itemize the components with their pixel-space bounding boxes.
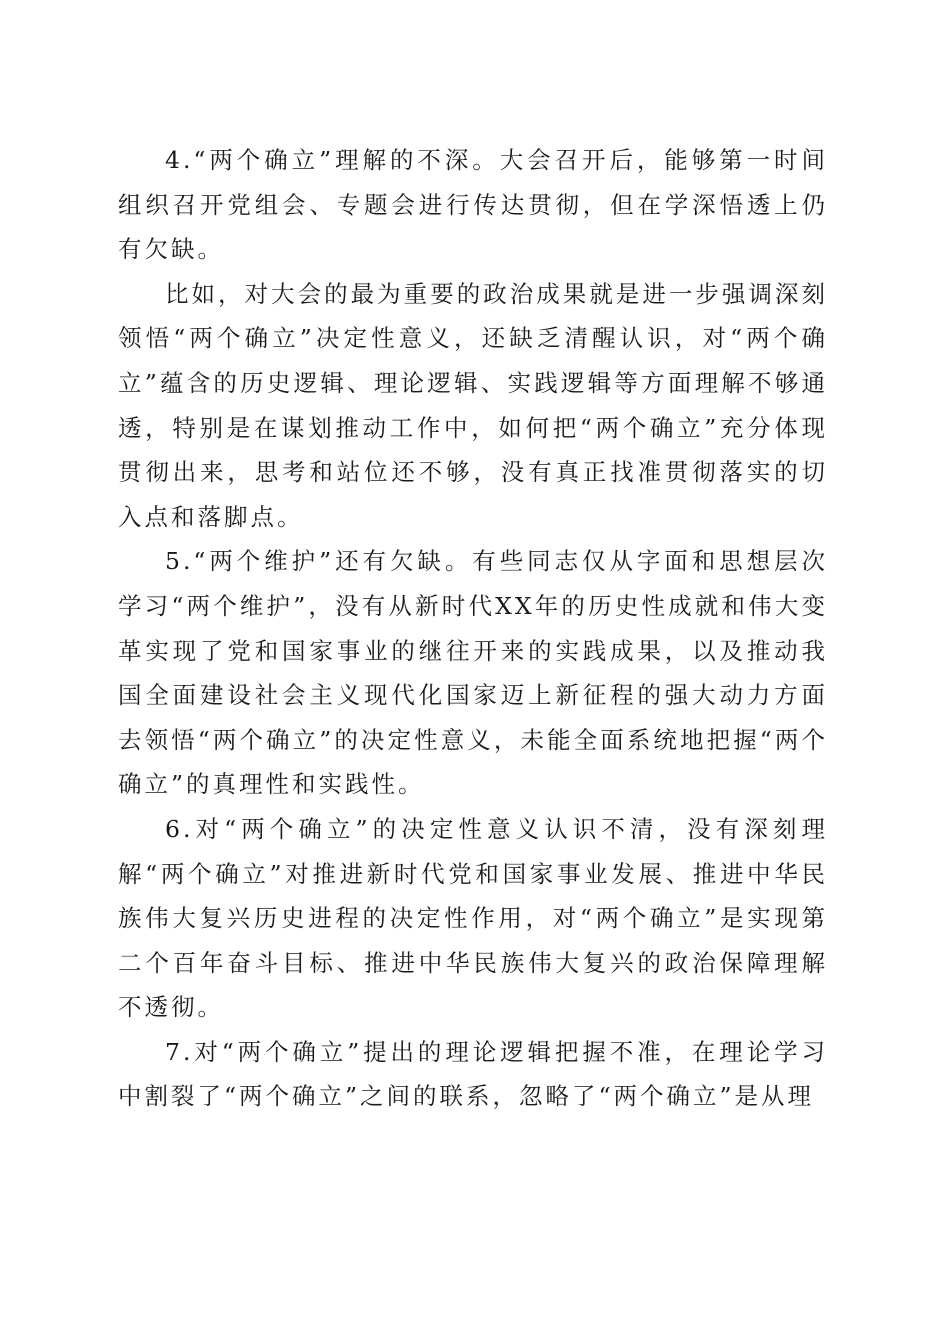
- paragraph-point-7: 7.对“两个确立”提出的理论逻辑把握不准，在理论学习中割裂了“两个确立”之间的联系，忽略了“两个确立”是从理: [118, 1037, 828, 1111]
- paragraph-point-4: 4.“两个确立”理解的不深。大会召开后，能够第一时间组织召开党组会、专题会进行传达贯彻，但在学深悟透上仍有欠缺。: [118, 146, 828, 264]
- paragraph-point-6: 6.对“两个确立”的决定性意义认识不清，没有深刻理解“两个确立”对推进新时代党和国家事业发展、推进中华民族伟大复兴历史进程的决定性作用，对“两个确立”是实现第二个百年奋斗目标、推进中华民族伟大复兴的政治保障理解不透彻。: [118, 814, 828, 1022]
- paragraph-example: 比如，对大会的最为重要的政治成果就是进一步强调深刻领悟“两个确立”决定性意义，还缺乏清醒认识，对“两个确立”蕴含的历史逻辑、理论逻辑、实践逻辑等方面理解不够通透，特别是在谋划推动工作中，如何把“两个确立”充分体现贯彻出来，思考和站位还不够，没有真正找准贯彻落实的切入点和落脚点。: [118, 279, 828, 531]
- document-body: [118, 138, 828, 1119]
- paragraph-point-5: 5.“两个维护”还有欠缺。有些同志仅从字面和思想层次学习“两个维护”，没有从新时代XX年的历史性成就和伟大变革实现了党和国家事业的继往开来的实践成果，以及推动我国全面建设社会主义现代化国家迈上新征程的强大动力方面去领悟“两个确立”的决定性意义，未能全面系统地把握“两个确立”的真理性和实践性。: [118, 547, 828, 799]
